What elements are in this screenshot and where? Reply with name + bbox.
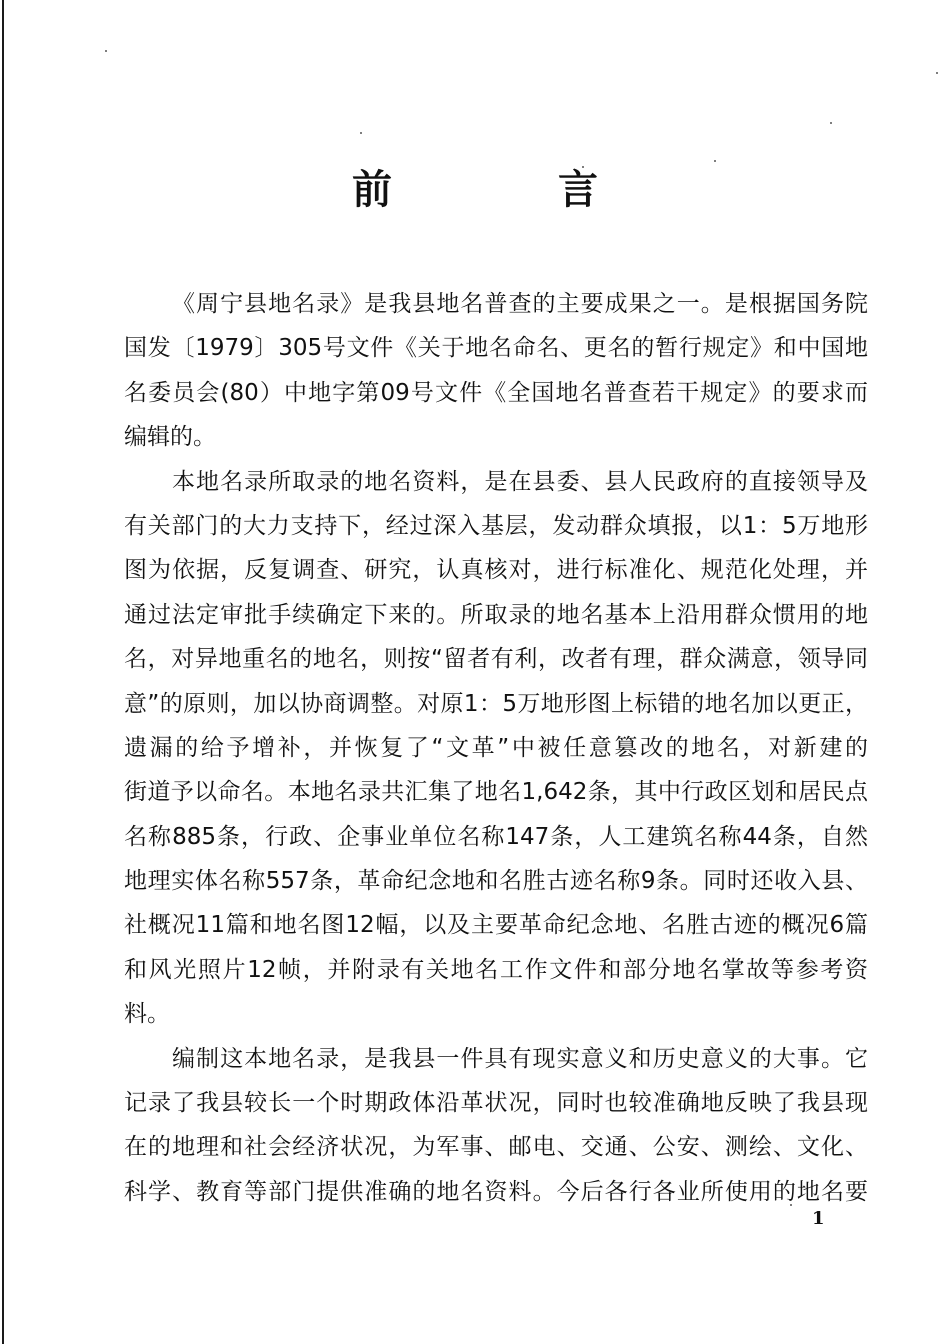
text-line: 编辑的。	[124, 424, 216, 451]
text-line: 《周宁县地名录》是我县地名普查的主要成果之一。是根据国务院	[172, 291, 868, 317]
text-line: 国发〔1979〕305号文件《关于地名命名、更名的暂行规定》和中国地	[124, 335, 868, 362]
page-number: 1	[812, 1208, 825, 1229]
text-line: 名称885条，行政、企事业单位名称147条，人工建筑名称44条，自然	[124, 823, 868, 850]
text-line: 地理实体名称557条，革命纪念地和名胜古迹名称9条。同时还收入县、	[124, 868, 868, 895]
scan-speck	[830, 122, 832, 124]
text-line: 本地名录所取录的地名资料，是在县委、县人民政府的直接领导及	[172, 468, 868, 495]
text-line: 科学、教育等部门提供准确的地名资料。今后各行各业所使用的地名要	[124, 1178, 868, 1205]
text-line: 料。	[124, 1001, 170, 1028]
text-line: 有关部门的大力支持下，经过深入基层，发动群众填报，以1：5万地形	[124, 512, 868, 539]
text-line: 意”的原则，加以协商调整。对原1：5万地形图上标错的地名加以更正，	[124, 690, 868, 717]
text-line: 名，对异地重名的地名，则按“留者有利，改者有理，群众满意，领导同	[124, 646, 868, 673]
text-line: 名委员会(80）中地字第09号文件《全国地名普查若干规定》的要求而	[124, 379, 868, 406]
text-line: 记录了我县较长一个时期政体沿革状况，同时也较准确地反映了我县现	[124, 1090, 868, 1117]
text-line: 图为依据，反复调查、研究，认真核对，进行标准化、规范化处理，并	[124, 557, 868, 584]
scan-speck	[105, 50, 107, 52]
scan-speck	[936, 72, 938, 74]
text-line: 和风光照片12帧，并附录有关地名工作文件和部分地名掌故等参考资	[124, 956, 868, 983]
text-line: 社概况11篇和地名图12幅，以及主要革命纪念地、名胜古迹的概况6篇	[124, 912, 868, 939]
scan-speck	[360, 132, 362, 134]
text-line: 通过法定审批手续确定下来的。所取录的地名基本上沿用群众惯用的地	[124, 601, 868, 628]
text-line: 街道予以命名。本地名录共汇集了地名1,642条，其中行政区划和居民点	[124, 779, 868, 806]
text-line: 遗漏的给予增补，并恢复了“文革”中被任意篡改的地名，对新建的	[124, 734, 868, 761]
page-title: 前 言	[352, 167, 674, 213]
text-line: 编制这本地名录，是我县一件具有现实意义和历史意义的大事。它	[172, 1045, 868, 1072]
body-text	[124, 282, 868, 1214]
text-line: 在的地理和社会经济状况，为军事、邮电、交通、公安、测绘、文化、	[124, 1134, 868, 1161]
